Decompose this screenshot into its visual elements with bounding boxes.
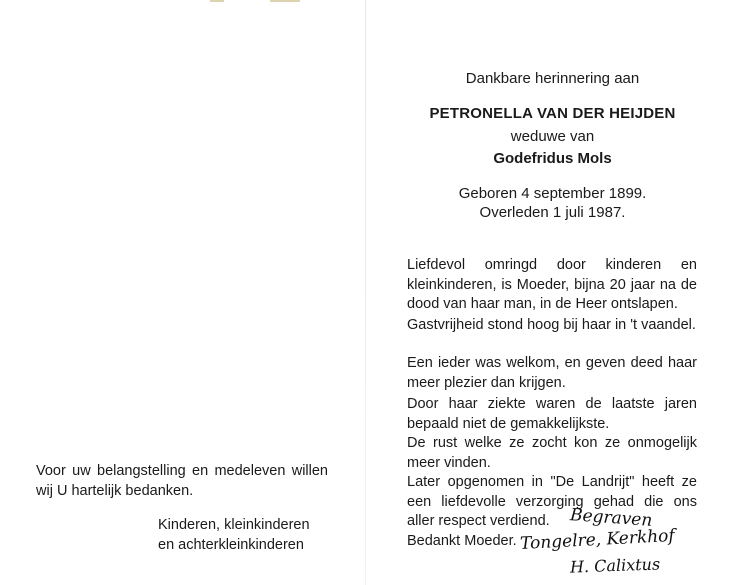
- card-fold: [365, 0, 366, 585]
- handwriting-line2: Tongelre, Kerkhof: [519, 525, 676, 555]
- paragraph: Een ieder was welkom, en geven deed haar meer plezier dan krijgen.: [407, 355, 697, 391]
- speck: [210, 0, 224, 2]
- left-signature: [158, 516, 333, 555]
- paragraph: De rust welke ze zocht kon ze onmogelijk meer vinden.: [407, 435, 697, 471]
- paragraph: Door haar ziekte waren de laatste jaren bepaald niet de gemakkelijkste.: [407, 396, 697, 432]
- left-thanks-text: Voor uw belangstelling en medeleven willen wij U hartelijk bedanken.: [36, 463, 328, 499]
- husband-name: Godefridus Mols: [493, 150, 612, 167]
- handwriting-line1: Begraven: [569, 505, 653, 531]
- paper-specks: [200, 0, 320, 4]
- paragraph: Later opgenomen in "De Landrijt" heeft ze een liefdevolle verzorging gehad die ons aller respect verdiend.: [407, 474, 697, 529]
- death-date: Overleden 1 juli 1987.: [479, 204, 626, 221]
- paragraph: Liefdevol omringd door kinderen en kleinkinderen, is Moeder, bijna 20 jaar na de dood van haar man, in de Heer ontslapen.: [407, 257, 697, 312]
- widow-of-label: weduwe van: [510, 128, 595, 145]
- speck: [270, 0, 300, 2]
- paragraph: Gastvrijheid stond hoog bij haar in 't vaandel.: [407, 317, 696, 333]
- birth-date: Geboren 4 september 1899.: [458, 185, 647, 202]
- left-signature-line1: Kinderen, kleinkinderen: [158, 517, 310, 533]
- handwriting-line3: H. Calixtus: [569, 554, 661, 577]
- handwritten-note: [519, 505, 720, 583]
- deceased-name: PETRONELLA VAN DER HEIJDEN: [429, 105, 676, 122]
- card-title: Dankbare herinnering aan: [465, 70, 640, 87]
- left-signature-line2: en achterkleinkinderen: [158, 536, 304, 553]
- closing-text: Bedankt Moeder.: [407, 533, 517, 549]
